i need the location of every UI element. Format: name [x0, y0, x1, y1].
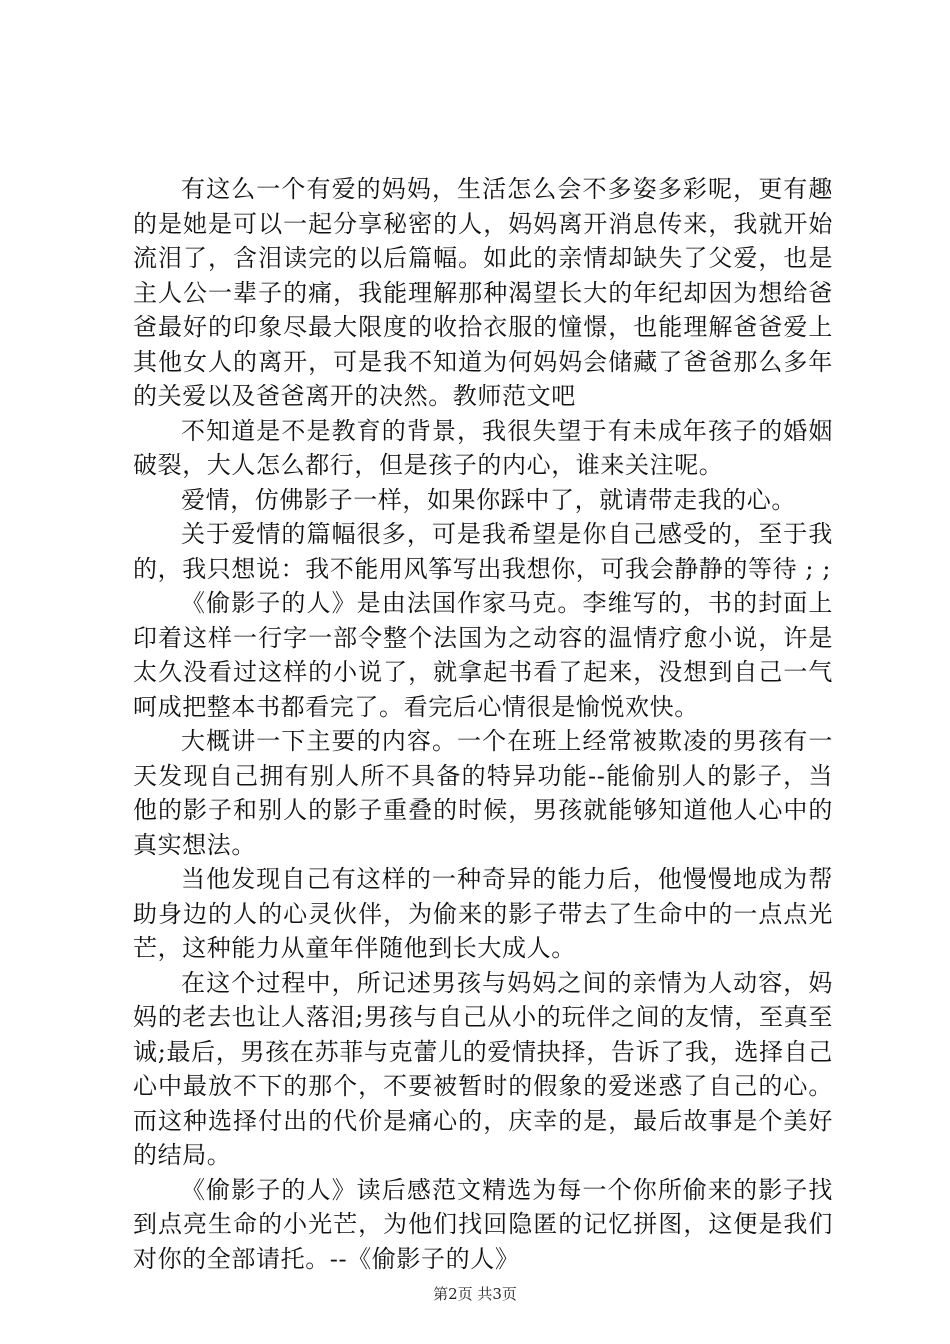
paragraph-2: 不知道是不是教育的背景，我很失望于有未成年孩子的婚姻破裂，大人怎么都行，但是孩子的内心，谁来关注呢。	[133, 416, 833, 479]
paragraph-3: 爱情，仿佛影子一样，如果你踩中了，就请带走我的心。	[181, 485, 796, 514]
page-number-indicator: 第2页 共3页	[433, 1285, 517, 1303]
page-footer	[0, 1283, 950, 1304]
paragraph-8: 在这个过程中，所记述男孩与妈妈之间的亲情为人动容，妈妈的老去也让人落泪;男孩与自己从小的玩伴之间的友情，至真至诚;最后，男孩在苏菲与克蕾儿的爱情抉择，告诉了我，选择自己心中最放不下的那个，不要被暂时的假象的爱迷惑了自己的心。而这种选择付出的代价是痛心的，庆幸的是，最后故事是个美好的结局。	[133, 968, 833, 1169]
paragraph-9: 《偷影子的人》读后感范文精选为每一个你所偷来的影子找到点亮生命的小光芒，为他们找回隐匿的记忆拼图，这便是我们对你的全部请托。--《偷影子的人》	[133, 1175, 833, 1273]
paragraph-7: 当他发现自己有这样的一种奇异的能力后，他慢慢地成为帮助身边的人的心灵伙伴，为偷来的影子带去了生命中的一点点光芒，这种能力从童年伴随他到长大成人。	[133, 865, 833, 962]
paragraph-6: 大概讲一下主要的内容。一个在班上经常被欺凌的男孩有一天发现自己拥有别人所不具备的特异功能--能偷别人的影子，当他的影子和别人的影子重叠的时候，男孩就能够知道他人心中的真实想法。	[133, 727, 833, 859]
document-body	[133, 172, 833, 1276]
paragraph-1: 有这么一个有爱的妈妈，生活怎么会不多姿多彩呢，更有趣的是她是可以一起分享秘密的人，妈妈离开消息传来，我就开始流泪了，含泪读完的以后篇幅。如此的亲情却缺失了父爱，也是主人公一辈子的痛，我能理解那种渴望长大的年纪却因为想给爸爸最好的印象尽最大限度的收拾衣服的憧憬，也能理解爸爸爱上其他女人的离开，可是我不知道为何妈妈会储藏了爸爸那么多年的关爱以及爸爸离开的决然。教师范文吧	[133, 175, 833, 410]
paragraph-4: 关于爱情的篇幅很多，可是我希望是你自己感受的，至于我的，我只想说：我不能用风筝写出我想你，可我会静静的等待 ; ;	[133, 520, 833, 583]
paragraph-5: 《偷影子的人》是由法国作家马克。李维写的，书的封面上印着这样一行字一部令整个法国为之动容的温情疗愈小说，许是太久没看过这样的小说了，就拿起书看了起来，没想到自己一气呵成把整本书都看完了。看完后心情很是愉悦欢快。	[133, 589, 833, 721]
